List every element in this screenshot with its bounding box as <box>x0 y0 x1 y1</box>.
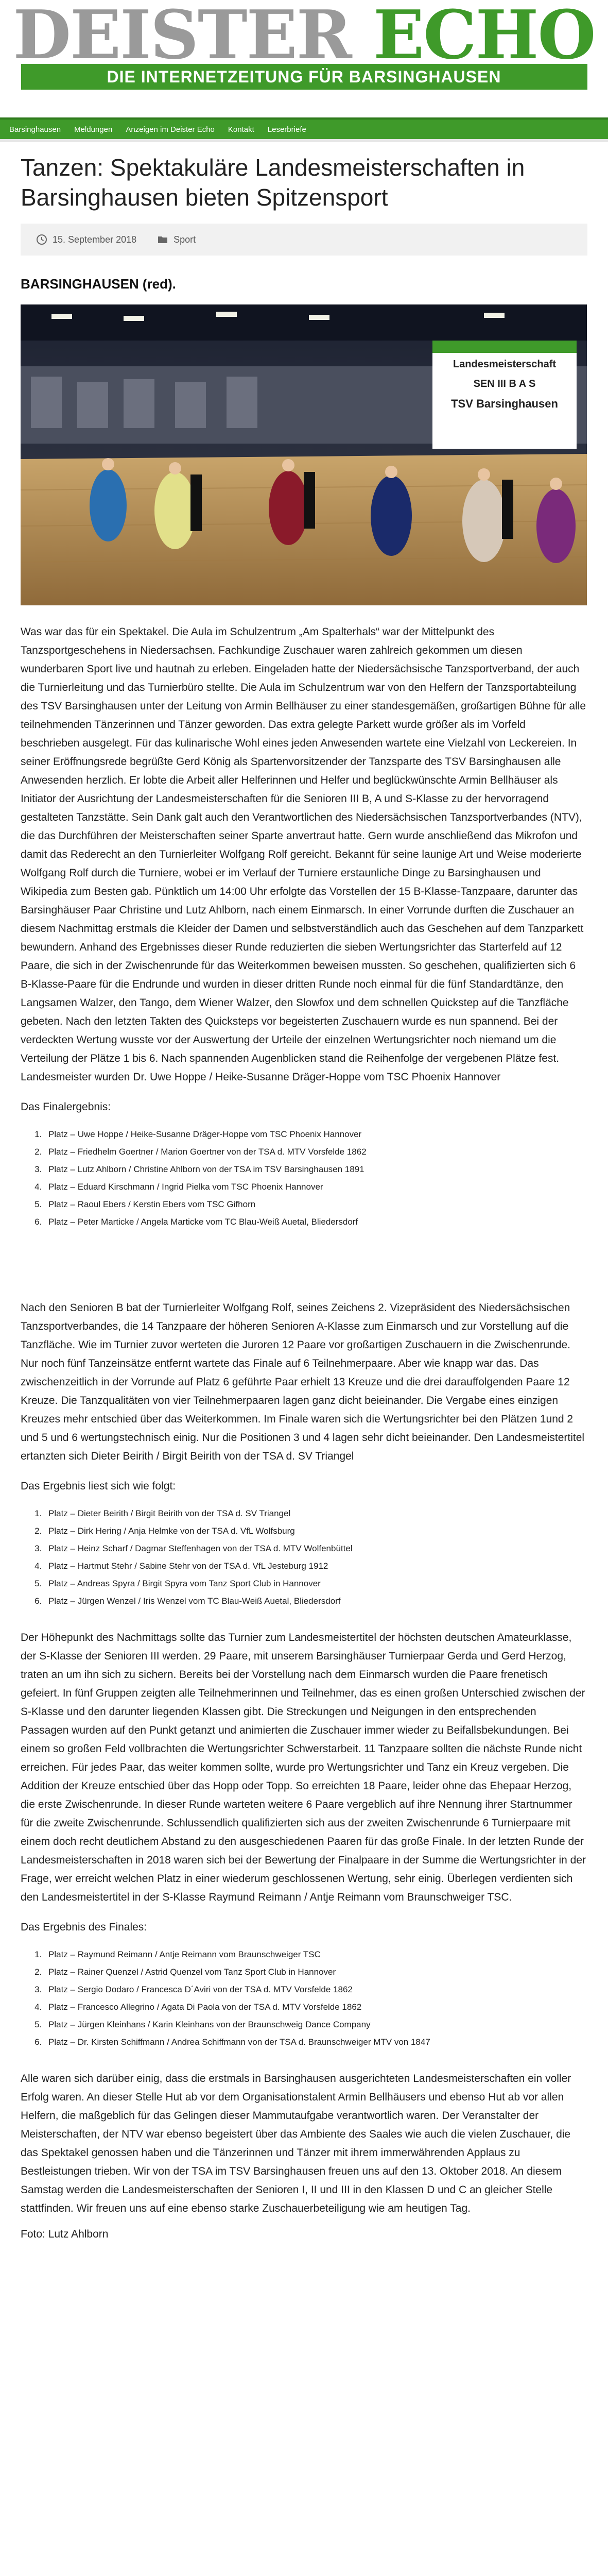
result-item: 3. Platz – Lutz Ahlborn / Christine Ahlborn von der TSA im TSV Barsinghausen 1891 <box>44 1161 587 1178</box>
results-heading: Das Ergebnis liest sich wie folgt: <box>21 1480 176 1492</box>
result-item: 2. Platz – Rainer Quenzel / Astrid Quenzel vom Tanz Sport Club in Hannover <box>44 1963 587 1981</box>
nav-item-kontakt[interactable]: Kontakt <box>228 125 254 134</box>
article-paragraph: Der Höhepunkt des Nachmittags sollte das Turnier zum Landesmeistertitel der höchsten deutschen Amateurklasse, der S-Klasse der Senioren III werden. 29 Paare, mit unserem Barsinghäuser Turnierpaar Gerda und Gerd Herzog, traten an um ihn sich zu sichern. Bereits bei der Vorstellung nach dem Einmarsch wurden die Paare frenetisch gefeiert. In fünf Gruppen zeigten alle Teilnehmerinnen und Teilnehmer, das es einen großen Unterschied zwischen der S-Klasse und den darunter liegenden Klassen gibt. Die Streckungen und Neigungen in den entsprechenden Passagen wurden auf den Punkt getanzt und animierten die Zuschauer immer wieder zu Beifallsbekundungen. Bei einem so großen Feld vollbrachten die Wertungsrichter Schwerstarbeit. 11 Tanzpaare sollten die nächste Runde nicht erreichen. Für jedes Paar, das weiter kommen sollte, wurde pro Wertungsrichter und Tanz ein Kreuz vergeben. Die Addition der Kreuze entschied über das Hopp oder Topp. So erreichten 18 Paare, leider ohne das Ehepaar Herzog, die erste Zwischenrunde. In dieser Runde warteten weitere 6 Paare vergeblich auf ihre Nennung ihrer Startnummer für die zweite Zwischenrunde. Schlussendlich qualifizierten sich aus der zweiten Zwischenrunde 6 Turnierpaare mit einem doch recht deutlichem Abstand zu den ausgeschiedenen Paaren für das große Finale. In der letzten Runde der Landesmeisterschaften in 2018 waren sich bei der Bewertung der Finalpaare in der Summe die Wertungsrichter in der Frage, wer erreicht welchen Platz in einer wiederum geschlossenen Wertung, sehr einig. Überlegen verdienten sich den Landesmeistertitel in der S-Klasse Raymund Reimann / Antje Reimann vom Braunschweiger TSC. <box>21 1632 586 1903</box>
result-item: 4. Platz – Francesco Allegrino / Agata Di Paola von der TSA d. MTV Vorsfelde 1862 <box>44 1998 587 2016</box>
banner-line3: TSV Barsinghausen <box>451 397 558 410</box>
results-list <box>44 1946 587 2051</box>
logo-word-deister: DEISTER <box>13 0 351 64</box>
result-item: 2. Platz – Dirk Hering / Anja Helmke von der TSA d. VfL Wolfsburg <box>44 1522 587 1540</box>
main-nav <box>0 117 608 139</box>
article-dateline: BARSINGHAUSEN (red). <box>21 276 176 292</box>
result-item: 4. Platz – Hartmut Stehr / Sabine Stehr von der TSA d. VfL Jesteburg 1912 <box>44 1557 587 1575</box>
result-item: 2. Platz – Friedhelm Goertner / Marion Goertner von der TSA d. MTV Vorsfelde 1862 <box>44 1143 587 1161</box>
results-heading: Das Finalergebnis: <box>21 1101 111 1113</box>
masthead <box>0 0 608 108</box>
results-list <box>44 1126 587 1231</box>
article-paragraph: Nach den Senioren B bat der Turnierleiter Wolfgang Rolf, seines Zeichens 2. Vizepräsident des Niedersächsischen Tanzsportverbandes, die 14 Tanzpaare der höheren Senioren A-Klasse zum Einmarsch und zur Vorstellung auf die Tanzfläche. Wie im Turnier zuvor werteten die Juroren 12 Paare vor großartigen Zuschauern in die Zwischenrunde. Nur noch fünf Tanzeinsätze entfernt wartete das Finale auf 6 Teilnehmerpaare. Aber wie knapp war das. Das zwischenzeitlich in der Vorrunde auf Platz 6 geführte Paar erhielt 13 Kreuze und die drei darauffolgenden Paare 12 Kreuze. Die Tanzqualitäten von vier Teilnehmerpaaren lagen ganz dicht beieinander. Die Vergabe eines einzigen Kreuzes mehr entschied über das Weiterkommen. Im Finale waren sich die Wertungsrichter bei den Plätzen 1und 2 und 5 und 6 wertungstechnisch einig. Nur die Positionen 3 und 4 lagen sehr dicht beieinander. Den Landesmeistertitel ertanzten sich Dieter Beirith / Birgit Beirith von der TSA d. SV Triangel <box>21 1302 585 1462</box>
result-item: 4. Platz – Eduard Kirschmann / Ingrid Pielka vom TSC Phoenix Hannover <box>44 1178 587 1196</box>
photo-credit: Foto: Lutz Ahlborn <box>21 2228 109 2240</box>
result-item: 3. Platz – Heinz Scharf / Dagmar Steffenhagen von der TSA d. MTV Wolfenbüttel <box>44 1540 587 1557</box>
results-list <box>44 1505 587 1610</box>
article-photo <box>21 304 587 605</box>
clock-icon <box>36 234 47 245</box>
result-item: 5. Platz – Raoul Ebers / Kerstin Ebers vom TSC Gifhorn <box>44 1196 587 1213</box>
site-logo[interactable] <box>0 0 608 64</box>
result-item: 1. Platz – Uwe Hoppe / Heike-Susanne Dräger-Hoppe vom TSC Phoenix Hannover <box>44 1126 587 1143</box>
nav-item-meldungen[interactable]: Meldungen <box>74 125 113 134</box>
nav-item-leserbriefe[interactable]: Leserbriefe <box>267 125 306 134</box>
banner-line2: SEN III B A S <box>473 378 536 389</box>
article-body <box>21 623 587 2244</box>
nav-item-anzeigen[interactable]: Anzeigen im Deister Echo <box>126 125 215 134</box>
result-item: 5. Platz – Jürgen Kleinhans / Karin Kleinhans von der Braunschweig Dance Company <box>44 2016 587 2033</box>
article-paragraph: Was war das für ein Spektakel. Die Aula im Schulzentrum „Am Spalterhals“ war der Mittelpunkt des Tanzsportgeschehens in Niedersachsen. Fachkundige Zuschauer waren zahlreich gekommen um diesen wunderbaren Sport live und hautnah zu erleben. Eingeladen hatte der Niedersächsische Tanzsportverband, der auch die Turnierleitung und das Turnierbüro stellte. Die Aula im Schulzentrum war von den Helfern der Tanzsportabteilung des TSV Barsinghausen unter der Leitung von Armin Bellhäuser zu einer standesgemäßen, großartigen Bühne für alle teilnehmenden Tänzerinnen und Tänzer geworden. Das extra gelegte Parkett wurde größer als im Vorfeld beschrieben ausgelegt. Für das kulinarische Wohl eines jeden Anwesenden wartete eine Vielzahl von Leckereien. In seiner Eröffnungsrede begrüßte Gerd König als Spartenvorsitzender der Tanzsparte des TSV Barsinghausen alle Anwesenden herzlich. Er lobte die Arbeit aller Helferinnen und Helfer und beglückwünschte Armin Bellhäuser als Initiator der Ausrichtung der Landesmeisterschaften für die Senioren III B, A und S-Klasse zu der hervorragend gestalteten Tanzstätte. Sein Dank galt auch den Verantwortlichen des Niedersächsischen Tanzsportverbandes (NTV), die das Durchführen der Meisterschaften seiner Sparte anvertraut hatte. Gern wurde anschließend das Mikrofon und damit das Rederecht an den Turnierleiter Wolfgang Rolf gereicht. Bekannt für seine launige Art und Weise moderierte Wolfgang Rolf durch die Turniere, wobei er im Verlauf der Turniere erstaunliche Dinge zu Barsinghausen und Wikipedia zum Besten gab. Pünktlich um 14:00 Uhr erfolgte das Vorstellen der 15 B-Klasse-Tanzpaare, darunter das Barsinghäuser Paar Christine und Lutz Ahlborn, nach einem Einmarsch. In einer Vorrunde durften die Zuschauer an diesem Nachmittag erstmals die Kleider der Damen und selbstverständlich auch das Geschehen auf dem Tanzparkett bewundern. Anhand des Ergebnisses dieser Runde reduzierten die sieben Wertungsrichter das Starterfeld auf 12 Paare, die sich in der Zwischenrunde für das Weiterkommen beweisen mussten. So geschehen, qualifizierten sich 6 B-Klasse-Paare für die Endrunde und wurden in dieser dritten Runde noch einmal für die fünf Standardtänze, den Langsamen Walzer, den Tango, dem Wiener Walzer, den Slowfox und dem schnellen Quickstep auf die Tanzfläche gebeten. Nach den letzten Takten des Quicksteps vor begeisterten Zuschauern wurde es nun spannend. Bei der verdeckten Wertung wusste vor der Auswertung der Urteile der einzelnen Wertungsrichter noch niemand um die Verteilung der Plätze 1 bis 6. Nach spannenden Augenblicken stand die Reihenfolge der vergebenen Plätze fest. Landesmeister wurden Dr. Uwe Hoppe / Heike-Susanne Dräger-Hoppe vom TSC Phoenix Hannover <box>21 626 586 1083</box>
result-item: 6. Platz – Dr. Kirsten Schiffmann / Andrea Schiffmann von der TSA d. Braunschweiger MTV von 1847 <box>44 2033 587 2051</box>
folder-icon <box>157 234 168 245</box>
nav-divider <box>0 139 608 142</box>
logo-word-echo: ECHO <box>373 0 595 64</box>
article-paragraph: Alle waren sich darüber einig, dass die erstmals in Barsinghausen ausgerichteten Landesmeisterschaften ein voller Erfolg waren. An dieser Stelle Hut ab vor dem Organisationstalent Armin Bellhäusers und ebenso Hut ab vor allen Helfern, die maßgeblich für das Gelingen dieser Mammutaufgabe verantwortlich waren. Der Veranstalter der Meisterschaften, der NTV war ebenso begeistert über das Ambiente des Saales wie auch die vielen Zuschauer, die das Spektakel genossen haben und die Tänzerinnen und Tänzer mit ihrem immerwährenden Applaus zu Bestleistungen trieben. Wir von der TSA im TSV Barsinghausen freuen uns auf den 13. Oktober 2018. An diesem Samstag werden die Landesmeisterschaften der Senioren I, II und III in den Klassen D und C an gleicher Stelle stattfinden. Wir freuen uns auf eine ebenso starke Zuschauerbeteiligung wie am heutigen Tag. <box>21 2073 571 2214</box>
result-item: 1. Platz – Dieter Beirith / Birgit Beirith von der TSA d. SV Triangel <box>44 1505 587 1522</box>
article <box>0 152 608 2244</box>
result-item: 3. Platz – Sergio Dodaro / Francesca D´Aviri von der TSA d. MTV Vorsfelde 1862 <box>44 1981 587 1998</box>
article-title: Tanzen: Spektakuläre Landesmeisterschaften in Barsinghausen bieten Spitzensport <box>21 154 525 211</box>
article-date[interactable]: 15. September 2018 <box>53 234 137 245</box>
result-item: 1. Platz – Raymund Reimann / Antje Reimann vom Braunschweiger TSC <box>44 1946 587 1963</box>
banner-line1: Landesmeisterschaft <box>453 359 557 370</box>
result-item: 5. Platz – Andreas Spyra / Birgit Spyra vom Tanz Sport Club in Hannover <box>44 1575 587 1592</box>
article-category[interactable]: Sport <box>173 234 196 245</box>
results-heading: Das Ergebnis des Finales: <box>21 1921 147 1933</box>
result-item: 6. Platz – Jürgen Wenzel / Iris Wenzel vom TC Blau-Weiß Auetal, Bliedersdorf <box>44 1592 587 1610</box>
nav-item-barsinghausen[interactable]: Barsinghausen <box>9 125 61 134</box>
result-item: 6. Platz – Peter Marticke / Angela Marticke vom TC Blau-Weiß Auetal, Bliedersdorf <box>44 1213 587 1231</box>
site-tagline: DIE INTERNETZEITUNG FÜR BARSINGHAUSEN <box>21 64 587 90</box>
article-meta <box>21 224 587 256</box>
